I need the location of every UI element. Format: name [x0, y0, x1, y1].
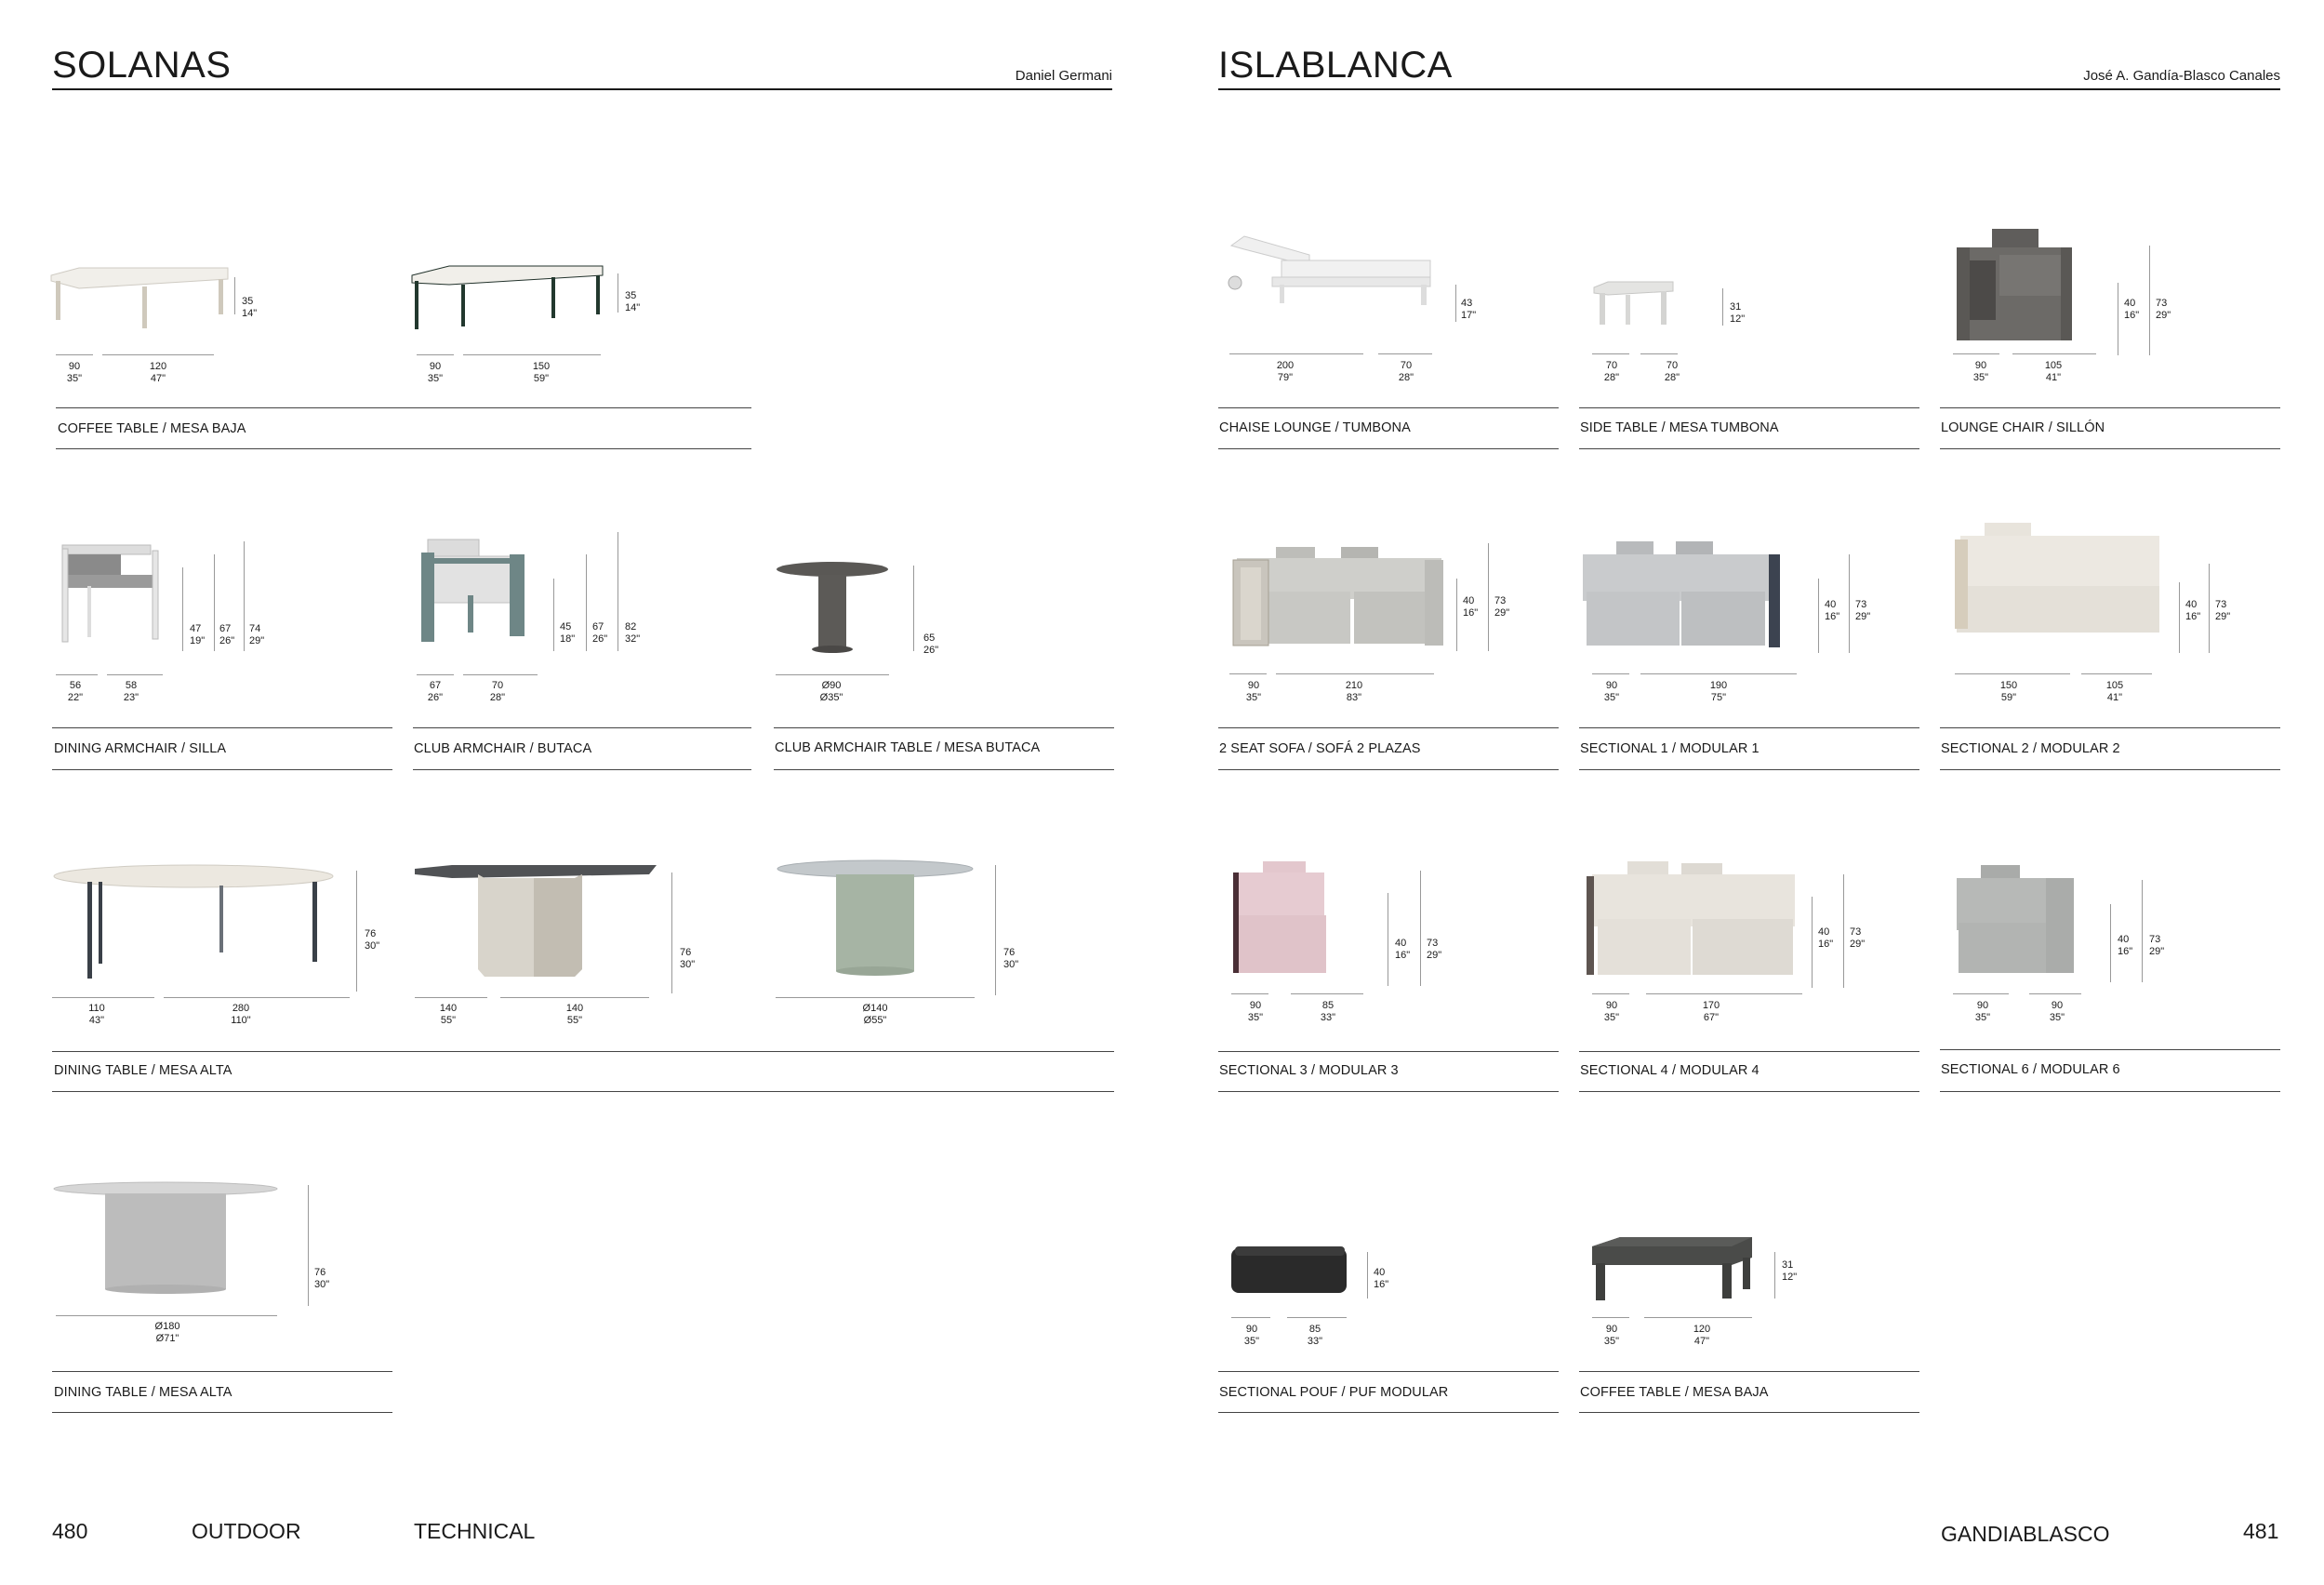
label-sectional-3: SECTIONAL 3 / MODULAR 3 [1219, 1063, 1399, 1078]
label-sectional-2: SECTIONAL 2 / MODULAR 2 [1941, 741, 2120, 756]
label-coffee-table-islablanca: COFFEE TABLE / MESA BAJA [1580, 1385, 1769, 1400]
sectional-2-image [1953, 521, 2162, 637]
label-lounge-chair: LOUNGE CHAIR / SILLÓN [1941, 420, 2105, 435]
dining-table-round-image [776, 859, 976, 980]
label-coffee-table-solanas: COFFEE TABLE / MESA BAJA [58, 421, 246, 436]
dining-table-large-round-image [52, 1181, 280, 1298]
label-dining-table-solanas-2: DINING TABLE / MESA ALTA [54, 1385, 232, 1400]
label-side-table: SIDE TABLE / MESA TUMBONA [1580, 420, 1779, 435]
sectional-4-image [1585, 859, 1799, 980]
label-sectional-6: SECTIONAL 6 / MODULAR 6 [1941, 1062, 2120, 1077]
coffee-table-dark-frame-image [412, 266, 603, 340]
two-seat-sofa-image [1229, 545, 1445, 649]
sectional-3-image [1229, 859, 1330, 980]
chaise-lounge-image [1226, 236, 1432, 306]
sectional-1-image [1579, 539, 1784, 651]
header-rule-left [52, 88, 1112, 90]
label-sectional-4: SECTIONAL 4 / MODULAR 4 [1580, 1063, 1760, 1078]
coffee-table-white-image [51, 268, 228, 338]
label-two-seat-sofa: 2 SEAT SOFA / SOFÁ 2 PLAZAS [1219, 741, 1421, 756]
lounge-chair-image [1953, 229, 2076, 346]
page-number-left: 480 [52, 1519, 88, 1543]
label-club-armchair-table: CLUB ARMCHAIR TABLE / MESA BUTACA [775, 740, 1041, 755]
brand-name: GANDIABLASCO [1941, 1522, 2110, 1546]
coffee-table-islablanca-image [1592, 1237, 1752, 1302]
label-sectional-1: SECTIONAL 1 / MODULAR 1 [1580, 741, 1760, 756]
label-chaise-lounge: CHAISE LOUNGE / TUMBONA [1219, 420, 1411, 435]
label-sectional-pouf: SECTIONAL POUF / PUF MODULAR [1219, 1385, 1449, 1400]
dining-table-oval-image [52, 863, 336, 984]
sectional-6-image [1953, 863, 2076, 977]
side-table-image [1594, 282, 1673, 326]
designer-islablanca: José A. Gandía-Blasco Canales [2083, 68, 2280, 84]
header-rule-right [1218, 88, 2280, 90]
dining-table-square-image [415, 865, 657, 981]
sectional-pouf-image [1229, 1245, 1348, 1300]
page-title-islablanca: ISLABLANCA [1218, 45, 1453, 86]
label-dining-table-solanas-1: DINING TABLE / MESA ALTA [54, 1063, 232, 1078]
page-number-right: 481 [2243, 1519, 2279, 1543]
subsection-name: TECHNICAL [414, 1519, 536, 1543]
club-armchair-table-image [772, 562, 893, 655]
section-name: OUTDOOR [192, 1519, 301, 1543]
label-club-armchair: CLUB ARMCHAIR / BUTACA [414, 741, 592, 756]
club-armchair-image [417, 539, 533, 651]
page-title-solanas: SOLANAS [52, 45, 232, 86]
label-dining-armchair: DINING ARMCHAIR / SILLA [54, 741, 227, 756]
dining-armchair-image [58, 541, 165, 648]
designer-solanas: Daniel Germani [1015, 68, 1112, 84]
